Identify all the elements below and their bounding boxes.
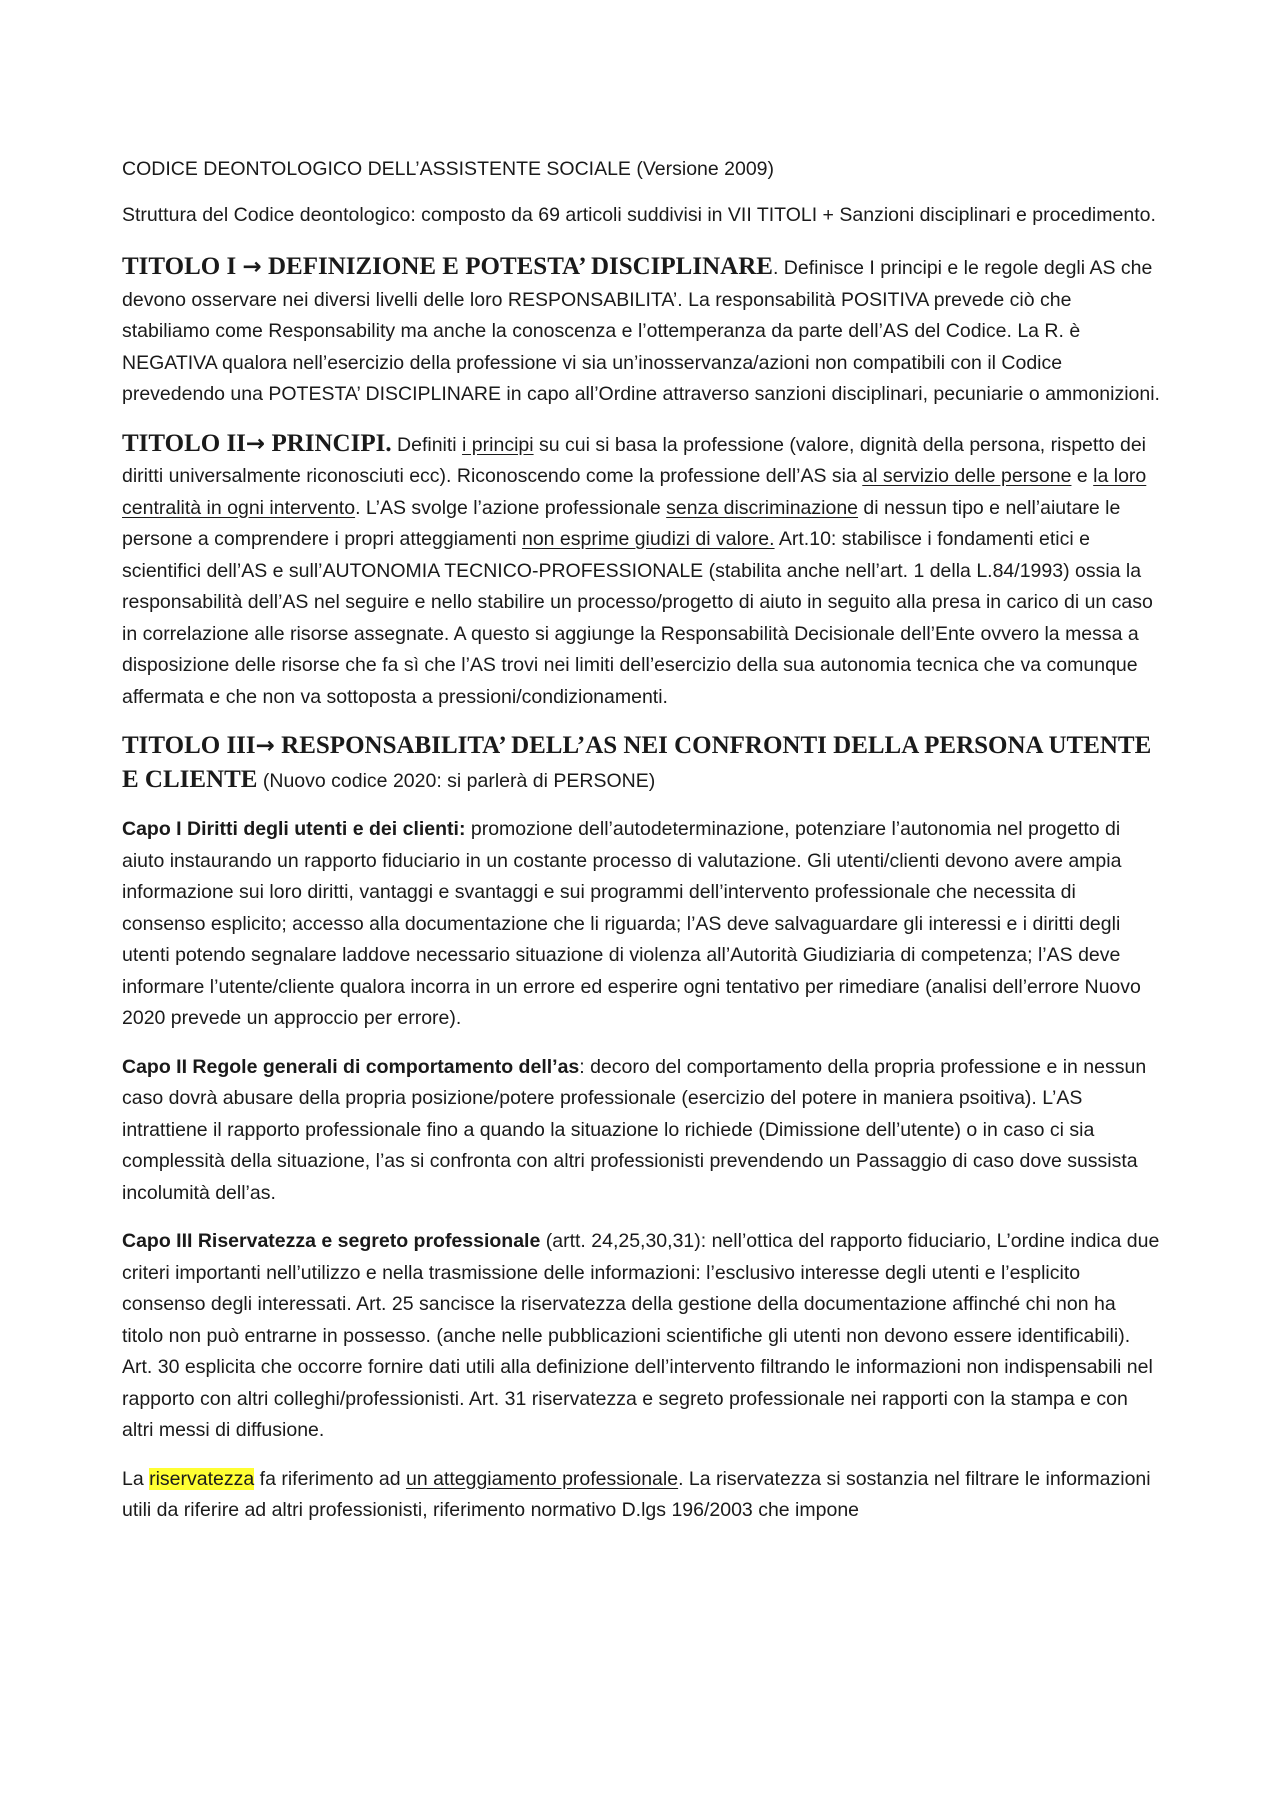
capo-3-paragraph: Capo III Riservatezza e segreto professionale (artt. 24,25,30,31): nell’ottica del rapporto fiduciario, L’ordine indica due criteri importanti nell’utilizzo e nella trasmissione delle informazioni: l’esclusivo interesse degli utenti e l’esplicito consenso degli interessati. Art. 25 sancisce la riservatezza della gestione della documentazione affinché chi non ha titolo non può entrarne in possesso. (anche nelle pubblicazioni scientifiche gli utenti non devono essere identificabili). Art. 30 esplicita che occorre fornire dati utili alla definizione dell’intervento filtrando le informazioni non indispensabili nel rapporto con altri colleghi/professionisti. Art. 31 riservatezza e segreto professionale nei rapporti con la stampa e con altri messi di diffusione. — [122, 1230, 1160, 1441]
titolo-2-heading: TITOLO II→ PRINCIPI. — [122, 429, 392, 457]
structure-paragraph: Struttura del Codice deontologico: composto da 69 articoli suddivisi in VII TITOLI + Sanzioni disciplinari e procedimento. — [122, 203, 1156, 226]
titolo-1-section — [122, 251, 1160, 411]
capo-2-paragraph: Capo II Regole generali di comportamento dell’as: decoro del comportamento della propria professione e in nessun caso dovrà abusare della propria posizione/potere professionale (esercizio del potere in maniera psoitiva). L’AS intrattiene il rapporto professionale fino a quando la situazione lo richiede (Dimissione dell’utente) o in caso ci sia complessità della situazione, l’as si confronta con altri professionisti prevendendo un Passaggio di caso dove sussista incolumità dell’as. — [122, 1055, 1147, 1204]
capo-3-label: Capo III Riservatezza e segreto professionale — [122, 1230, 541, 1252]
titolo-3-note: (Nuovo codice 2020: si parlerà di PERSONE) — [257, 769, 656, 792]
riservatezza-paragraph: La riservatezza fa riferimento ad un atteggiamento professionale. La riservatezza si sostanzia nel filtrare le informazioni utili da riferire ad altri professionisti, riferimento normativo D.lgs 196/2003 che impone — [122, 1467, 1151, 1521]
underlined-text: i principi — [462, 433, 534, 456]
underlined-text: non esprime giudizi di valore. — [521, 528, 775, 550]
capo-1-paragraph: Capo I Diritti degli utenti e dei clienti: promozione dell’autodeterminazione, potenziare l’autonomia nel progetto di aiuto instaurando un rapporto fiduciario in un costante processo di valutazione. Gli utenti/clienti devono avere ampia informazione sui loro diritti, vantaggi e svantaggi e sui programmi dell’intervento professionale che necessita di consenso esplicito; accesso alla documentazione che li riguarda; l’AS deve salvaguardare gli interessi e i diritti degli utenti potendo segnalare laddove necessario situazione di violenza all’Autorità Giudiziaria di competenza; l’AS deve informare l’utente/cliente qualora incorra in un errore ed esperire ogni tentativo per rimediare (analisi dell’errore Nuovo 2020 prevede un approccio per errore). — [122, 818, 1141, 1029]
titolo-3-heading: TITOLO III→ RESPONSABILITA’ DELL’AS NEI CONFRONTI DELLA PERSONA UTENTE E CLIENTE — [122, 732, 1152, 793]
capo-2-label: Capo II Regole generali di comportamento dell’as — [122, 1055, 580, 1078]
titolo-2-section: TITOLO II→ PRINCIPI. Definiti i principi su cui si basa la professione (valore, dignità della persona, rispetto dei diritti universalmente riconosciuti ecc). Riconoscendo come la professione dell’AS sia al servizio delle persone e la loro centralità in ogni intervento. L’AS svolge l’azione professionale senza discriminazione di nessun tipo e nell’aiutare le persone a comprendere i propri atteggiamenti non esprime giudizi di valore. Art.10: stabilisce i fondamenti etici e scientifici dell’AS e sull’AUTONOMIA TECNICO-PROFESSIONALE (stabilita anche nell’art. 1 della L.84/1993) ossia la responsabilità dell’AS nel seguire e nello stabilire un processo/progetto di aiuto in seguito alla presa in carico di un caso in correlazione alle risorse assegnate. A questo si aggiunge la Responsabilità Decisionale dell’Ente ovvero la messa a disposizione delle risorse che fa sì che l’AS trovi nei limiti dell’esercizio della sua autonomia tecnica che va comunque affermata e che non va sottoposta a pressioni/condizionamenti. — [122, 429, 1153, 708]
right-arrow-icon: → — [242, 254, 262, 280]
titolo-1-body: . Definisce I principi e le regole degli AS che devono osservare nei diversi livelli delle loro RESPONSABILITA’. La responsabilità POSITIVA prevede ciò che stabiliamo come Responsability ma anche la conoscenza e l’ottemperanza da parte dell’AS del Codice. La R. è NEGATIVA qualora nell’esercizio della professione vi sia un’inosservanza/azioni non compatibili con il Codice prevedendo una POTESTA’ DISCIPLINARE in capo all’Ordine attraverso sanzioni disciplinari, pecuniarie o ammonizioni. — [122, 257, 1160, 405]
document-title: CODICE DEONTOLOGICO DELL’ASSISTENTE SOCIALE (Versione 2009) — [122, 158, 775, 180]
right-arrow-icon: → — [255, 733, 275, 759]
capo-1-label: Capo I Diritti degli utenti e dei clienti: — [122, 818, 466, 840]
right-arrow-icon: → — [245, 430, 266, 457]
underlined-text: la loro centralità in ogni intervento — [122, 465, 1147, 519]
underlined-text: senza discriminazione — [666, 496, 859, 519]
titolo-1-heading: TITOLO I → DEFINIZIONE E POTESTA’ DISCIPLINARE — [122, 253, 773, 280]
highlighted-text: riservatezza — [149, 1467, 255, 1490]
titolo-3-section — [122, 730, 1160, 797]
underlined-text: un atteggiamento professionale — [405, 1467, 679, 1490]
underlined-text: al servizio delle persone — [862, 465, 1072, 487]
